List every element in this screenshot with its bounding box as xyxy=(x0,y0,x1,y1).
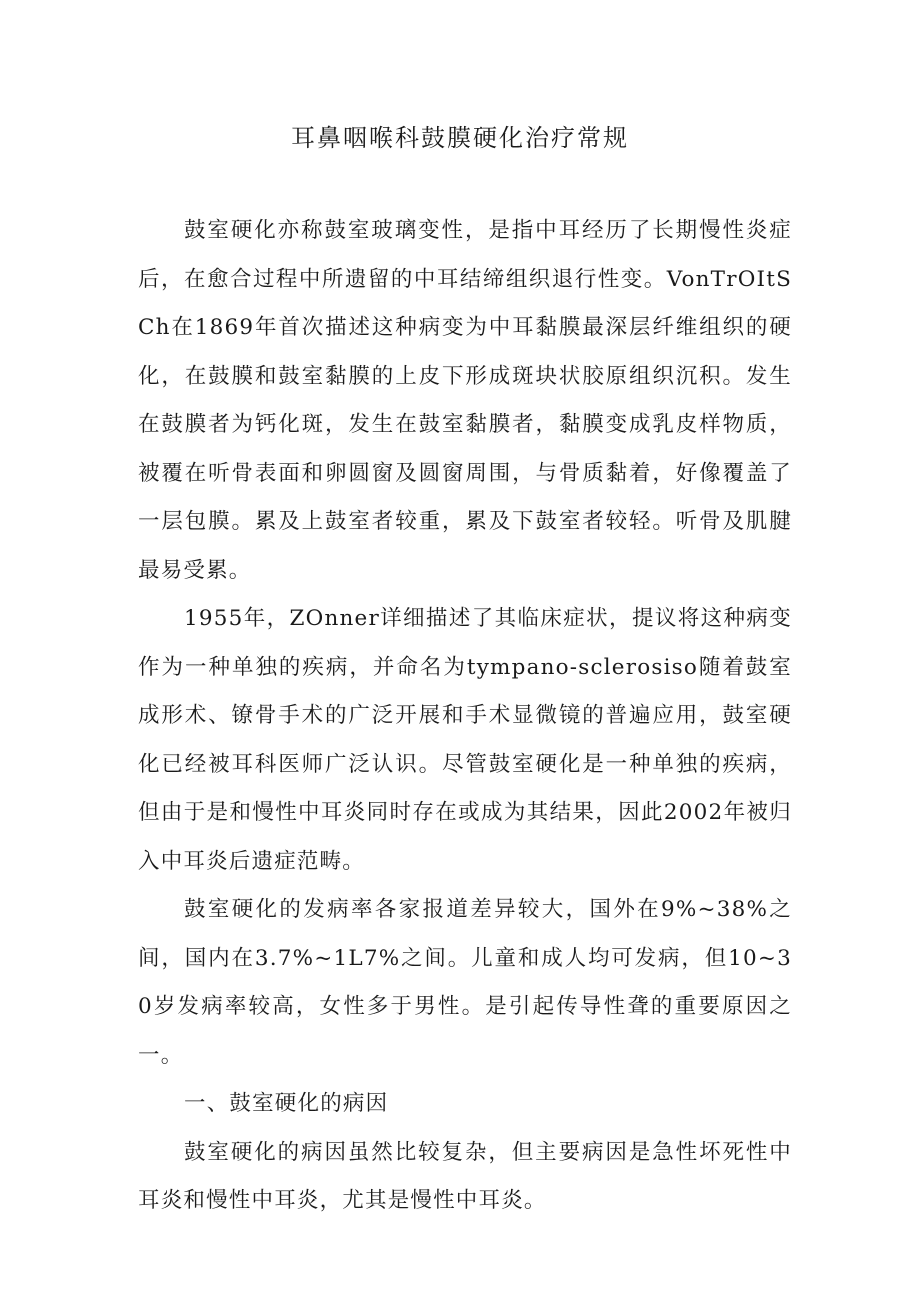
paragraph-etiology: 鼓室硬化的病因虽然比较复杂，但主要病因是急性坏死性中耳炎和慢性中耳炎，尤其是慢性中耳炎。 xyxy=(138,1139,792,1213)
section-heading-etiology: 一、鼓室硬化的病因 xyxy=(184,1091,389,1116)
document-body xyxy=(138,207,792,1226)
paragraph-incidence: 鼓室硬化的发病率各家报道差异较大，国外在9%~38%之间，国内在3.7%~1L7%之间。儿童和成人均可发病，但10~30岁发病率较高，女性多于男性。是引起传导性聋的重要原因之一。 xyxy=(138,897,792,1068)
document-title: 耳鼻咽喉科鼓膜硬化治疗常规 xyxy=(291,124,629,152)
paragraph-definition: 鼓室硬化亦称鼓室玻璃变性，是指中耳经历了长期慢性炎症后，在愈合过程中所遗留的中耳结缔组织退行性变。VonTrOItSCh在1869年首次描述这种病变为中耳黏膜最深层纤维组织的硬化，在鼓膜和鼓室黏膜的上皮下形成斑块状胶原组织沉积。发生在鼓膜者为钙化斑，发生在鼓室黏膜者，黏膜变成乳皮样物质，被覆在听骨表面和卵圆窗及圆窗周围，与骨质黏着，好像覆盖了一层包膜。累及上鼓室者较重，累及下鼓室者较轻。听骨及肌腱最易受累。 xyxy=(138,218,792,583)
paragraph-history: 1955年，ZOnner详细描述了其临床症状，提议将这种病变作为一种单独的疾病，并命名为tympano-sclerosiso随着鼓室成形术、镣骨手术的广泛开展和手术显微镜的普遍应用，鼓室硬化已经被耳科医师广泛认识。尽管鼓室硬化是一种单独的疾病，但由于是和慢性中耳炎同时存在或成为其结果，因此2002年被归入中耳炎后遗症范畴。 xyxy=(138,606,792,874)
